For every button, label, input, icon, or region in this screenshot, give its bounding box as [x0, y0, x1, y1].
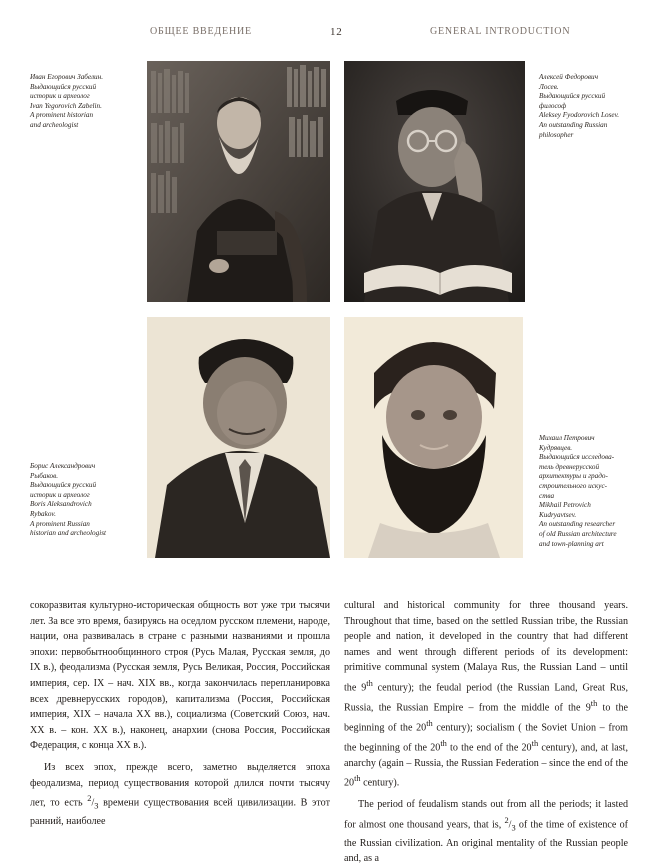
caption-zabelin: [30, 73, 103, 131]
ordinal-suffix: th: [590, 698, 598, 708]
body-paragraph: Из всех эпох, прежде всего, заметно выделяется эпоха феодализма, период существования которой длился почти тысячу лет, то есть $^2/_3$ времени существования всей цивилизации. В этот ранний, наиболее: [30, 761, 330, 828]
caption-line: Выдающийся русский: [30, 481, 97, 490]
portrait-kudryavtsev-photo: [344, 317, 523, 558]
caption-line: Выдающийся русский: [539, 92, 606, 101]
fraction-denominator: 3: [94, 801, 99, 811]
text-run: времени существования всей цивилизации. В этот ранний, наиболее: [30, 797, 330, 828]
caption-line: Aleksey Fyodorovich Losev.: [539, 111, 620, 120]
text-run: century); the feudal period (the Russian Land, Great Rus, Russia, the Russian Empire – from the middle of the 9: [344, 682, 628, 714]
running-header-english: GENERAL INTRODUCTION: [430, 26, 571, 37]
ordinal-suffix: th: [366, 678, 373, 688]
portrait-losev-photo: [344, 61, 525, 302]
caption-line: Ivan Yegorovich Zabelin.: [30, 101, 102, 110]
caption-line: Rybakov.: [30, 509, 56, 518]
caption-line: Михаил Петрович: [539, 434, 595, 442]
ordinal-suffix: th: [426, 718, 433, 728]
body-paragraph: [344, 598, 628, 791]
caption-kudryavtsev: [539, 434, 617, 549]
caption-line: A prominent Russian: [30, 519, 90, 528]
caption-line: historian and archeologist: [30, 529, 107, 538]
caption-line: историк и археолог: [30, 92, 90, 101]
ordinal-suffix: th: [440, 738, 447, 748]
caption-line: Рыбаков.: [30, 471, 59, 480]
ordinal-suffix: th: [531, 738, 539, 748]
caption-line: архитектуры и градо-: [539, 472, 608, 481]
caption-line: Выдающийся исследова-: [539, 453, 615, 462]
caption-line: Лосев.: [539, 82, 559, 91]
caption-line: Mikhail Petrovich: [539, 501, 591, 510]
caption-losev: [539, 73, 619, 140]
body-paragraph: сокоразвитая культурно-историческая общность вот уже три тысячи лет. За все это время, базируясь на оседлом русском племени, народе, нации, она развивалась в стране с разными названиями и прошла эпохи: первобытнообщинного строя (Русь Малая, Русская земля, до IX в.), феодализма (Русская земля, Русь Великая, Россия, Российская империя, сер. IX – нач. XIX вв., когда закончилась перепланировка всех древнерусских городов), капитализма (Россия, Российская империя, XIX – начала XX вв.), социализма (Советский Союз, нач. XX в. – кон. XX в.), наконец, анархии (снова Россия, Российская Федерация, с конца XX в.).: [30, 600, 330, 752]
text-run: The period of feudalism stands out from all the periods; it lasted for almost one thousand years, that is,: [344, 799, 628, 831]
caption-line: An outstanding Russian: [539, 120, 608, 129]
caption-line: историк и археолог: [30, 490, 90, 499]
running-header-russian: ОБЩЕЕ ВВЕДЕНИЕ: [150, 26, 252, 37]
caption-line: философ: [539, 101, 567, 110]
text-run: cultural and historical community for three thousand years. Throughout that time, based on the settled Russian tribe, the Russian people and nation, it developed in the country that had different names and went through different periods of its development: primitive communal system (Malaya Rus, the Russian Land – until the 9: [344, 600, 628, 694]
caption-line: and town-planning art: [539, 539, 604, 548]
text-run: century), and, at last, anarchy (again – Russia, the Russian Federation – since the end of the 20: [344, 742, 628, 789]
caption-line: A prominent historian: [30, 111, 94, 120]
text-run: to the beginning of the 20: [344, 702, 628, 734]
text-run: to the end of the 20: [446, 742, 532, 754]
body-column-english: [344, 598, 628, 867]
caption-line: and archeologist: [30, 120, 79, 129]
text-run: century).: [360, 777, 400, 789]
caption-line: Кудрявцев.: [539, 443, 573, 452]
caption-line: ства: [539, 491, 555, 500]
caption-line: of old Russian architecture: [539, 529, 617, 538]
caption-line: An outstanding researcher: [539, 520, 616, 529]
caption-line: тель древнерусской: [539, 462, 600, 471]
text-run: Из всех эпох, прежде всего, заметно выделяется эпоха феодализма, период существования которой длился почти тысячу лет, то есть: [30, 761, 330, 809]
caption-line: Алексей Федорович: [539, 73, 599, 81]
caption-line: philosopher: [539, 130, 574, 139]
caption-line: Выдающийся русский: [30, 82, 97, 91]
ordinal-suffix: th: [354, 774, 361, 784]
portrait-zabelin-photo: [147, 61, 330, 302]
portrait-rybakov-photo: [147, 317, 330, 558]
caption-line: Борис Александрович: [30, 462, 96, 470]
caption-rybakov: [30, 462, 106, 539]
caption-line: строительного искус-: [539, 481, 608, 490]
text-run: century); socialism ( the Soviet Union – from the beginning of the 20: [344, 722, 629, 754]
text-run: of the time of existence of the Russian civilization. An original mentality of the Russian people and, as a: [344, 819, 628, 865]
page-number: 12: [330, 26, 343, 38]
fraction-numerator: 2: [87, 794, 92, 804]
caption-line: Иван Егорович Забелин.: [30, 73, 104, 81]
caption-line: Kudryavtsev.: [539, 510, 577, 519]
fraction-numerator: 2: [504, 815, 509, 825]
body-paragraph: The period of feudalism stands out from all the periods; it lasted for almost one thousand years, that is, $^2/_3$ of the time of existence of the Russian civilization. An original mentality of the Russian people and, as a: [344, 799, 628, 865]
body-column-russian: [30, 598, 330, 830]
caption-line: Boris Aleksandrovich: [30, 500, 92, 509]
fraction-denominator: 3: [511, 823, 516, 833]
